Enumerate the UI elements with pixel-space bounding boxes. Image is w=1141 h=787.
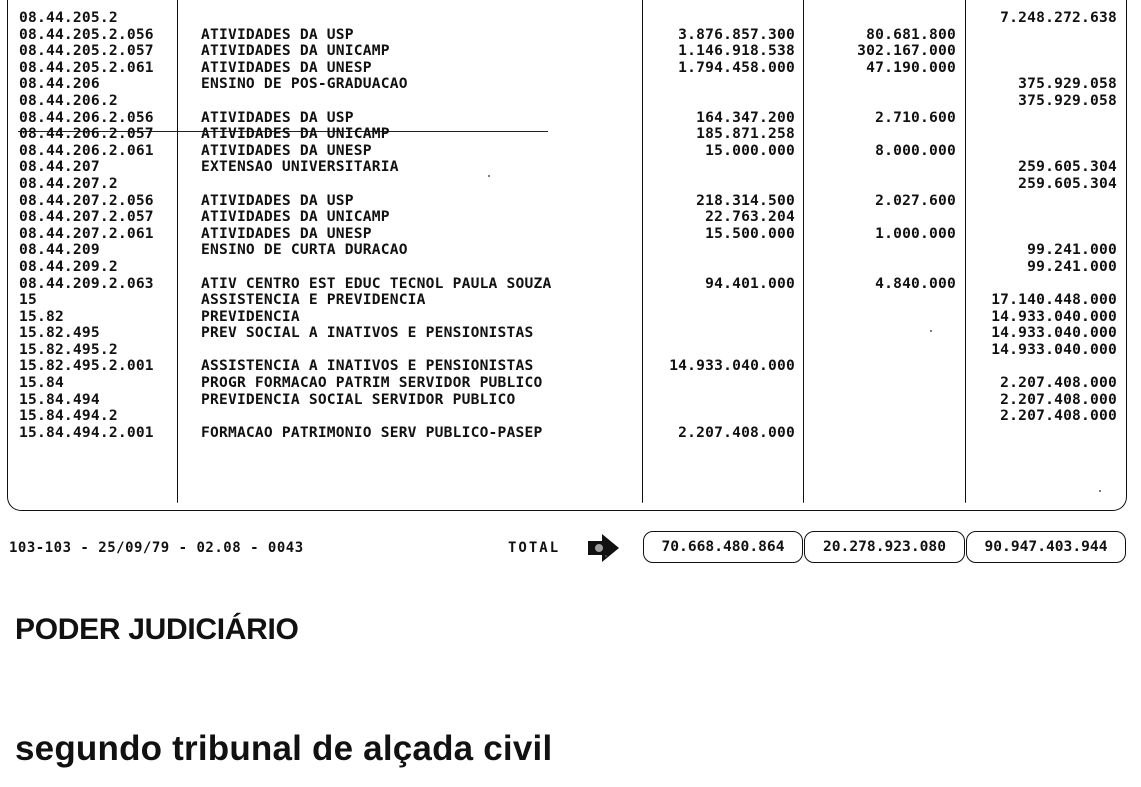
table-row	[0, 276, 1141, 293]
row-code: 08.44.205.2.061	[19, 58, 154, 76]
row-value-2: 80.681.800	[866, 25, 956, 43]
table-row	[0, 110, 1141, 127]
row-value-1: 218.314.500	[696, 191, 795, 209]
table-row	[0, 43, 1141, 60]
row-code: 08.44.207.2.061	[19, 224, 154, 242]
row-value-3: 7.248.272.638	[1000, 9, 1117, 26]
row-code: 08.44.206.2.057	[19, 125, 154, 143]
scan-speck	[1099, 490, 1101, 492]
row-code: 15.84	[19, 374, 64, 392]
row-value-2: 8.000.000	[875, 141, 956, 159]
row-description: ATIVIDADES DA UNICAMP	[201, 125, 390, 143]
row-code: 08.44.209	[19, 241, 100, 259]
row-code: 08.44.207.2.057	[19, 208, 154, 226]
table-row	[0, 10, 1141, 27]
table-row	[0, 159, 1141, 176]
row-code: 08.44.209.2.063	[19, 274, 154, 292]
arrow-right-icon	[586, 533, 620, 563]
row-description: ATIVIDADES DA UNESP	[201, 224, 372, 242]
row-description: EXTENSAO UNIVERSITARIA	[201, 158, 399, 176]
row-code: 15.82.495.2	[19, 340, 118, 358]
row-description: PREV SOCIAL A INATIVOS E PENSIONISTAS	[201, 324, 534, 342]
row-value-2: 2.027.600	[875, 191, 956, 209]
row-description: ATIVIDADES DA USP	[201, 108, 354, 126]
row-description: FORMACAO PATRIMONIO SERV PUBLICO-PASEP	[201, 423, 543, 441]
table-row	[0, 60, 1141, 77]
row-code: 08.44.206.2.056	[19, 108, 154, 126]
total-value-2: 20.278.923.080	[804, 531, 965, 563]
row-code: 15.84.494	[19, 390, 100, 408]
row-value-3: 99.241.000	[1027, 241, 1117, 259]
row-value-1: 1.146.918.538	[678, 42, 795, 60]
table-row	[0, 226, 1141, 243]
row-description: ATIVIDADES DA UNICAMP	[201, 42, 390, 60]
row-value-1: 164.347.200	[696, 108, 795, 126]
table-row	[0, 143, 1141, 160]
table-row	[0, 408, 1141, 425]
row-value-3: 375.929.058	[1018, 75, 1117, 93]
row-value-3: 14.933.040.000	[991, 340, 1117, 358]
row-code: 15.84.494.2.001	[19, 423, 154, 441]
row-value-1: 14.933.040.000	[669, 357, 795, 375]
row-value-1: 15.000.000	[705, 141, 795, 159]
document-code: 103-103 - 25/09/79 - 02.08 - 0043	[9, 540, 304, 556]
row-description: ENSINO DE POS-GRADUACAO	[201, 75, 408, 93]
row-description: ATIVIDADES DA UNESP	[201, 58, 372, 76]
row-code: 15.82.495	[19, 324, 100, 342]
table-row	[0, 392, 1141, 409]
row-description: ASSISTENCIA A INATIVOS E PENSIONISTAS	[201, 357, 534, 375]
total-label: TOTAL	[508, 540, 561, 556]
row-value-1: 3.876.857.300	[678, 25, 795, 43]
row-value-3: 375.929.058	[1018, 91, 1117, 109]
row-value-3: 14.933.040.000	[991, 324, 1117, 342]
row-value-2: 4.840.000	[875, 274, 956, 292]
row-description: ATIVIDADES DA USP	[201, 25, 354, 43]
row-value-2: 302.167.000	[857, 42, 956, 60]
row-description: ATIVIDADES DA UNESP	[201, 141, 372, 159]
total-value-1: 70.668.480.864	[643, 531, 803, 563]
table-row	[0, 176, 1141, 193]
row-value-3: 259.605.304	[1018, 158, 1117, 176]
table-row	[0, 309, 1141, 326]
table-footer	[0, 528, 1141, 568]
table-row	[0, 325, 1141, 342]
row-value-1: 94.401.000	[705, 274, 795, 292]
row-code: 08.44.207	[19, 158, 100, 176]
row-value-3: 2.207.408.000	[1000, 407, 1117, 425]
table-row	[0, 342, 1141, 359]
table-row	[0, 292, 1141, 309]
row-code: 08.44.205.2.057	[19, 42, 154, 60]
row-code: 08.44.207.2.056	[19, 191, 154, 209]
row-code: 08.44.205.2.056	[19, 25, 154, 43]
row-value-1: 15.500.000	[705, 224, 795, 242]
row-description: PROGR FORMACAO PATRIM SERVIDOR PUBLICO	[201, 374, 543, 392]
row-code: 15	[19, 291, 37, 309]
row-value-3: 2.207.408.000	[1000, 374, 1117, 392]
scan-speck	[605, 555, 607, 557]
row-value-2: 1.000.000	[875, 224, 956, 242]
row-code: 15.84.494.2	[19, 407, 118, 425]
table-row	[0, 93, 1141, 110]
row-value-3: 259.605.304	[1018, 174, 1117, 192]
row-value-1: 1.794.458.000	[678, 58, 795, 76]
row-code: 08.44.206	[19, 75, 100, 93]
row-code: 08.44.206.2	[19, 91, 118, 109]
table-body	[0, 10, 1141, 441]
scan-speck	[488, 175, 490, 177]
table-row	[0, 193, 1141, 210]
row-code: 15.82.495.2.001	[19, 357, 154, 375]
table-row	[0, 259, 1141, 276]
row-value-2: 2.710.600	[875, 108, 956, 126]
row-value-1: 185.871.258	[696, 125, 795, 143]
table-row	[0, 209, 1141, 226]
row-description: ENSINO DE CURTA DURACAO	[201, 241, 408, 259]
row-code: 08.44.207.2	[19, 174, 118, 192]
row-code: 15.82	[19, 307, 64, 325]
row-value-1: 2.207.408.000	[678, 423, 795, 441]
row-description: ATIVIDADES DA USP	[201, 191, 354, 209]
row-value-2: 47.190.000	[866, 58, 956, 76]
row-value-3: 17.140.448.000	[991, 291, 1117, 309]
table-row	[0, 126, 1141, 143]
row-description: ATIV CENTRO EST EDUC TECNOL PAULA SOUZA	[201, 274, 552, 292]
row-description: ATIVIDADES DA UNICAMP	[201, 208, 390, 226]
table-row	[0, 242, 1141, 259]
scan-speck	[930, 330, 932, 332]
row-value-3: 99.241.000	[1027, 257, 1117, 275]
row-value-3: 2.207.408.000	[1000, 390, 1117, 408]
table-row	[0, 27, 1141, 44]
row-description: ASSISTENCIA E PREVIDENCIA	[201, 291, 426, 309]
row-description: PREVIDENCIA SOCIAL SERVIDOR PUBLICO	[201, 390, 516, 408]
table-row	[0, 375, 1141, 392]
total-value-3: 90.947.403.944	[966, 531, 1126, 563]
table-row	[0, 76, 1141, 93]
section-heading: PODER JUDICIÁRIO	[15, 613, 299, 646]
row-value-3: 14.933.040.000	[991, 307, 1117, 325]
row-code: 08.44.205.2	[19, 9, 118, 26]
row-code: 08.44.209.2	[19, 257, 118, 275]
row-code: 08.44.206.2.061	[19, 141, 154, 159]
subtitle-heading: segundo tribunal de alçada civil	[15, 729, 553, 768]
row-description: PREVIDENCIA	[201, 307, 300, 325]
table-row	[0, 358, 1141, 375]
row-value-1: 22.763.204	[705, 208, 795, 226]
table-row	[0, 425, 1141, 442]
